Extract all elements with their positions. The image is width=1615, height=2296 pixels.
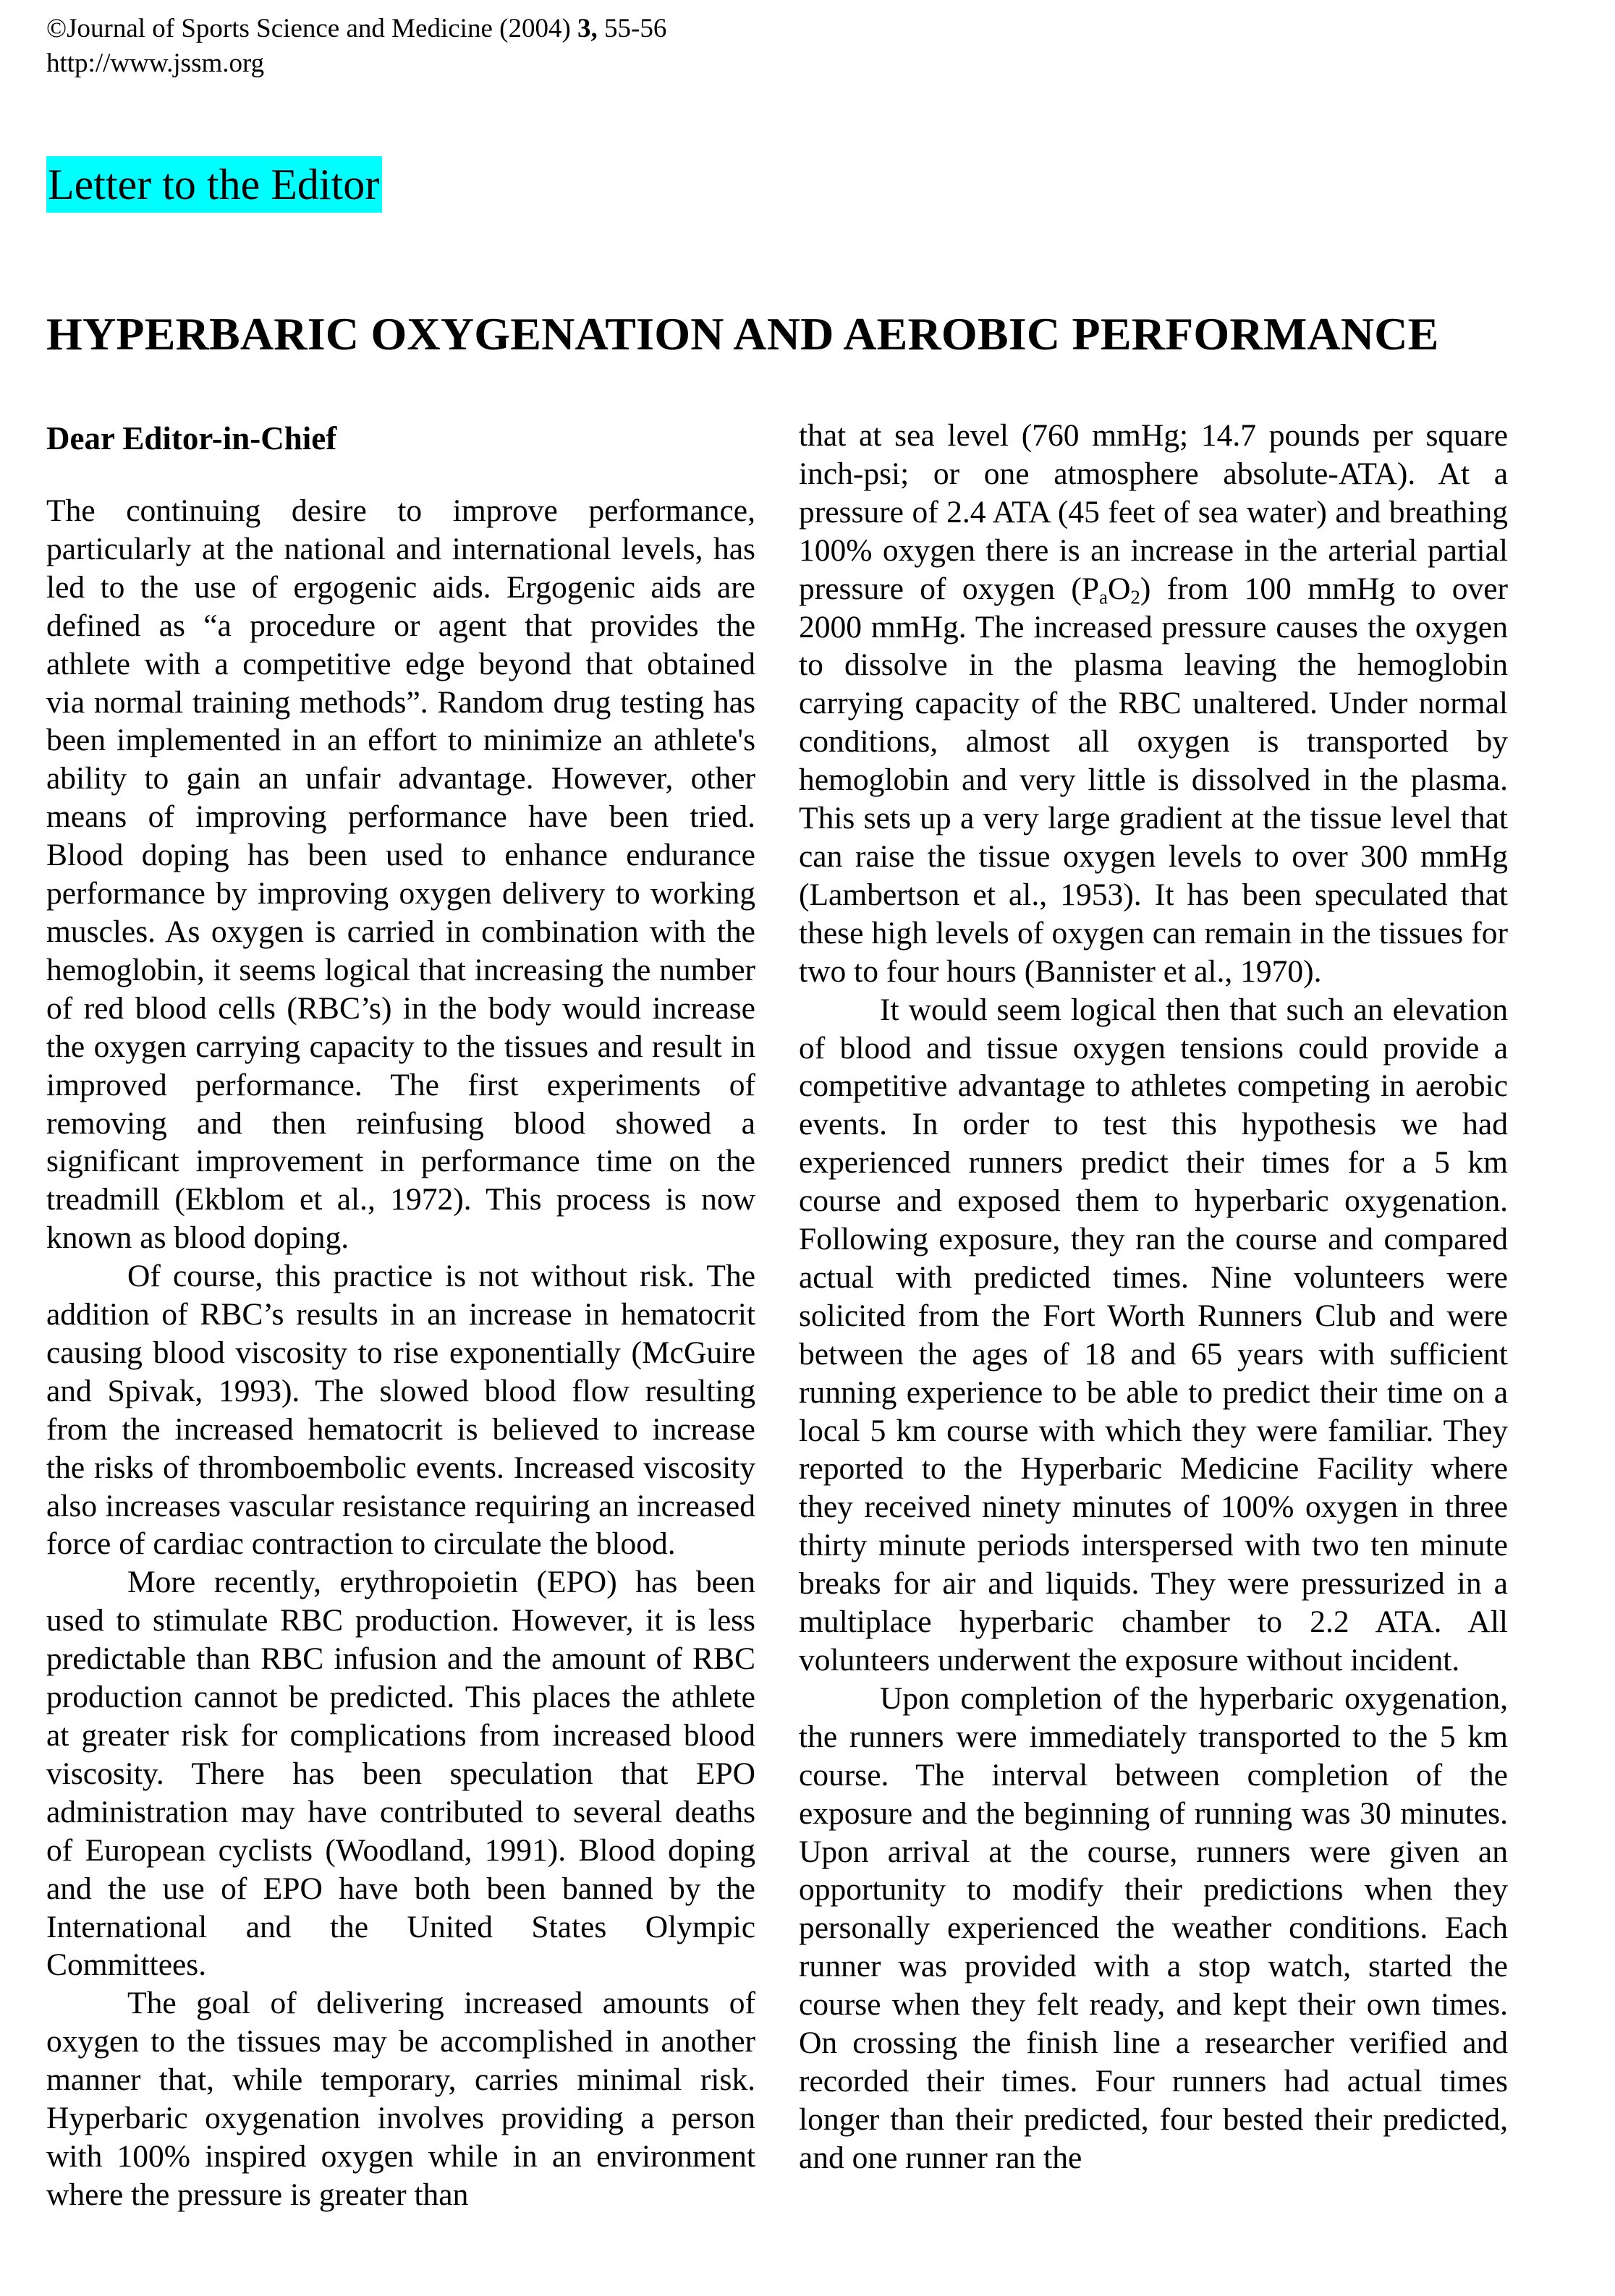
paragraph: The continuing desire to improve performance, particularly at the national and international levels, has led to the use of ergogenic aids. Ergogenic aids are defined as “a procedure or agent that provides the athlete with a competitive edge beyond that obtained via normal training methods”. Random drug testing has been implemented in an effort to minimize an athlete's ability to gain an unfair advantage. However, other means of improving performance have been tried. Blood doping has been used to enhance endurance performance by improving oxygen delivery to working muscles. As oxygen is carried in combination with the hemoglobin, it seems logical that increasing the number of red blood cells (RBC’s) in the body would increase the oxygen carrying capacity to the tissues and result in improved performance. The first experiments of removing and then reinfusing blood showed a significant improvement in performance time on the treadmill (Ekblom et al., 1972). This process is now known as blood doping. — [46, 493, 755, 1256]
salutation: Dear Editor-in-Chief — [46, 420, 337, 456]
journal-url: http://www.jssm.org — [46, 48, 265, 78]
paragraph: Upon completion of the hyperbaric oxygenation, the runners were immediately transported to the 5 km course. The interval between completion of the exposure and the beginning of running was 30 minutes. Upon arrival at the course, runners were given an opportunity to modify their predictions when they personally experienced the weather conditions. Each runner was provided with a stop watch, started the course when they felt ready, and kept their own times. On crossing the finish line a researcher verified and recorded their times. Four runners had actual times longer than their predicted, four bested their predicted, and one runner ran the — [799, 1680, 1508, 2175]
paragraph: More recently, erythropoietin (EPO) has been used to stimulate RBC production. However, it is less predictable than RBC infusion and the amount of RBC production cannot be predicted. This places the athlete at greater risk for complications from increased blood viscosity. There has been speculation that EPO administration may have contributed to several deaths of European cyclists (Woodland, 1991). Blood doping and the use of EPO have both been banned by the International and the United States Olympic Committees. — [46, 1565, 755, 1983]
left-column — [46, 492, 755, 2214]
journal-volume: 3, — [577, 14, 598, 43]
right-column — [799, 417, 1508, 2177]
paragraph: that at sea level (760 mmHg; 14.7 pounds per square inch-psi; or one atmosphere absolute-ATA). At a pressure of 2.4 ATA (45 feet of sea water) and breathing 100% oxygen there is an increase in the arterial partial pressure of oxygen $(P_aO_2)$ from 100 mmHg to over 2000 mmHg. The increased pressure causes the oxygen to dissolve in the plasma leaving the hemoglobin carrying capacity of the RBC unaltered. Under normal conditions, almost all oxygen is transported by hemoglobin and very little is dissolved in the plasma. This sets up a very large gradient at the tissue level that can raise the tissue oxygen levels to over 300 mmHg (Lambertson et al., 1953). It has been speculated that these high levels of oxygen can remain in the tissues for two to four hours (Bannister et al., 1970). — [799, 418, 1508, 989]
journal-header — [46, 12, 666, 81]
journal-citation: ©Journal of Sports Science and Medicine (2004) 3, 55-56 — [46, 14, 667, 43]
paragraph: It would seem logical then that such an elevation of blood and tissue oxygen tensions could provide a competitive advantage to athletes competing in aerobic events. In order to test this hypothesis we had experienced runners predict their times for a 5 km course and exposed them to hyperbaric oxygenation. Following exposure, they ran the course and compared actual with predicted times. Nine volunteers were solicited from the Fort Worth Runners Club and were between the ages of 18 and 65 years with sufficient running experience to be able to predict their time on a local 5 km course with which they were familiar. They reported to the Hyperbaric Medicine Facility where they received ninety minutes of 100% oxygen in three thirty minute periods interspersed with two ten minute breaks for air and liquids. They were pressurized in a multiplace hyperbaric chamber to 2.2 ATA. All volunteers underwent the exposure without incident. — [799, 992, 1508, 1678]
paragraph: The goal of delivering increased amounts of oxygen to the tissues may be accomplished in another manner that, while temporary, carries minimal risk. Hyperbaric oxygenation involves providing a person with 100% inspired oxygen while in an environment where the pressure is greater than — [46, 1986, 755, 2212]
article-title: HYPERBARIC OXYGENATION AND AEROBIC PERFORMANCE — [46, 308, 1439, 360]
section-label: Letter to the Editor — [46, 156, 382, 213]
paragraph: Of course, this practice is not without risk. The addition of RBC’s results in an increase in hematocrit causing blood viscosity to rise exponentially (McGuire and Spivak, 1993). The slowed blood flow resulting from the increased hematocrit is believed to increase the risks of thromboembolic events. Increased viscosity also increases vascular resistance requiring an increased force of cardiac contraction to circulate the blood. — [46, 1259, 755, 1562]
